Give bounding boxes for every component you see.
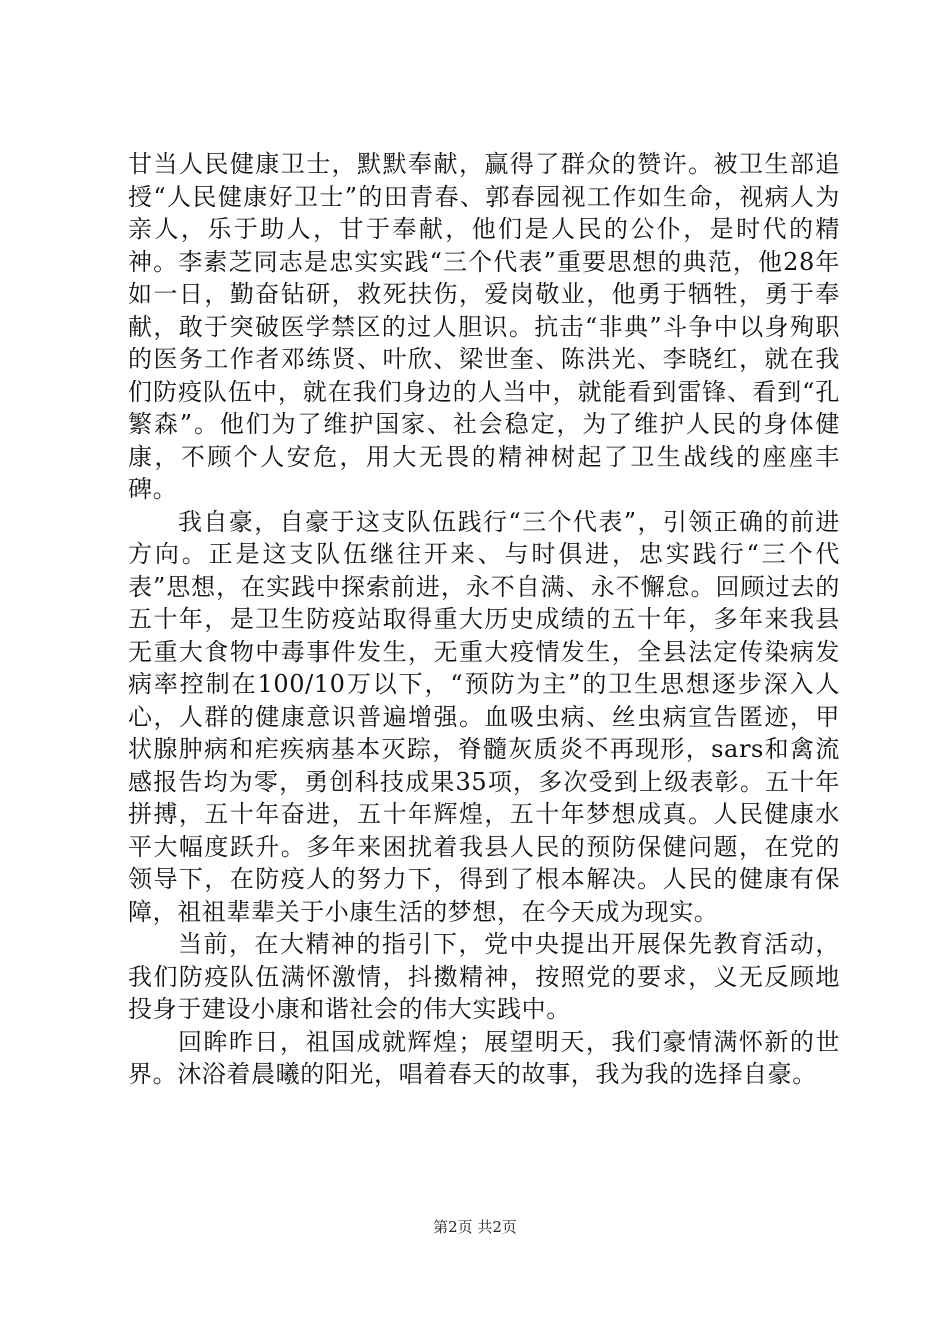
body-text	[128, 148, 840, 1091]
paragraph-3: 当前，在大精神的指引下，党中央提出开展保先教育活动，我们防疫队伍满怀激情，抖擞精神，按照党的要求，义无反顾地投身于建设小康和谐社会的伟大实践中。	[128, 930, 840, 1023]
paragraph-1: 甘当人民健康卫士，默默奉献，赢得了群众的赞许。被卫生部追授“人民健康好卫士”的田青春、郭春园视工作如生命，视病人为亲人，乐于助人，甘于奉献，他们是人民的公仆，是时代的精神。李素芝同志是忠实实践“三个代表”重要思想的典范，他28年如一日，勤奋钻研，救死扶伤，爱岗敬业，他勇于牺牲，勇于奉献，敢于突破医学禁区的过人胆识。抗击“非典”斗争中以身殉职的医务工作者邓练贤、叶欣、梁世奎、陈洪光、李晓红，就在我们防疫队伍中，就在我们身边的人当中，就能看到雷锋、看到“孔繁森”。他们为了维护国家、社会稳定，为了维护人民的身体健康，不顾个人安危，用大无畏的精神树起了卫生战线的座座丰碑。	[128, 150, 840, 503]
paragraph-4: 回眸昨日，祖国成就辉煌；展望明天，我们豪情满怀新的世界。沐浴着晨曦的阳光，唱着春天的故事，我为我的选择自豪。	[128, 1027, 840, 1088]
paragraph-2: 我自豪，自豪于这支队伍践行“三个代表”，引领正确的前进方向。正是这支队伍继往开来、与时俱进，忠实践行“三个代表”思想，在实践中探索前进，永不自满、永不懈怠。回顾过去的五十年，是卫生防疫站取得重大历史成绩的五十年，多年来我县无重大食物中毒事件发生，无重大疫情发生，全县法定传染病发病率控制在100/10万以下，“预防为主”的卫生思想逐步深入人心，人群的健康意识普遍增强。血吸虫病、丝虫病宣告匿迹，甲状腺肿病和疟疾病基本灭踪，脊髓灰质炎不再现形，sars和禽流感报告均为零，勇创科技成果35项，多次受到上级表彰。五十年拼搏，五十年奋进，五十年辉煌，五十年梦想成真。人民健康水平大幅度跃升。多年来困扰着我县人民的预防保健问题，在党的领导下，在防疫人的努力下，得到了根本解决。人民的健康有保障，祖祖辈辈关于小康生活的梦想，在今天成为现实。	[128, 507, 840, 926]
page-footer: 第2页 共2页	[433, 1218, 517, 1236]
